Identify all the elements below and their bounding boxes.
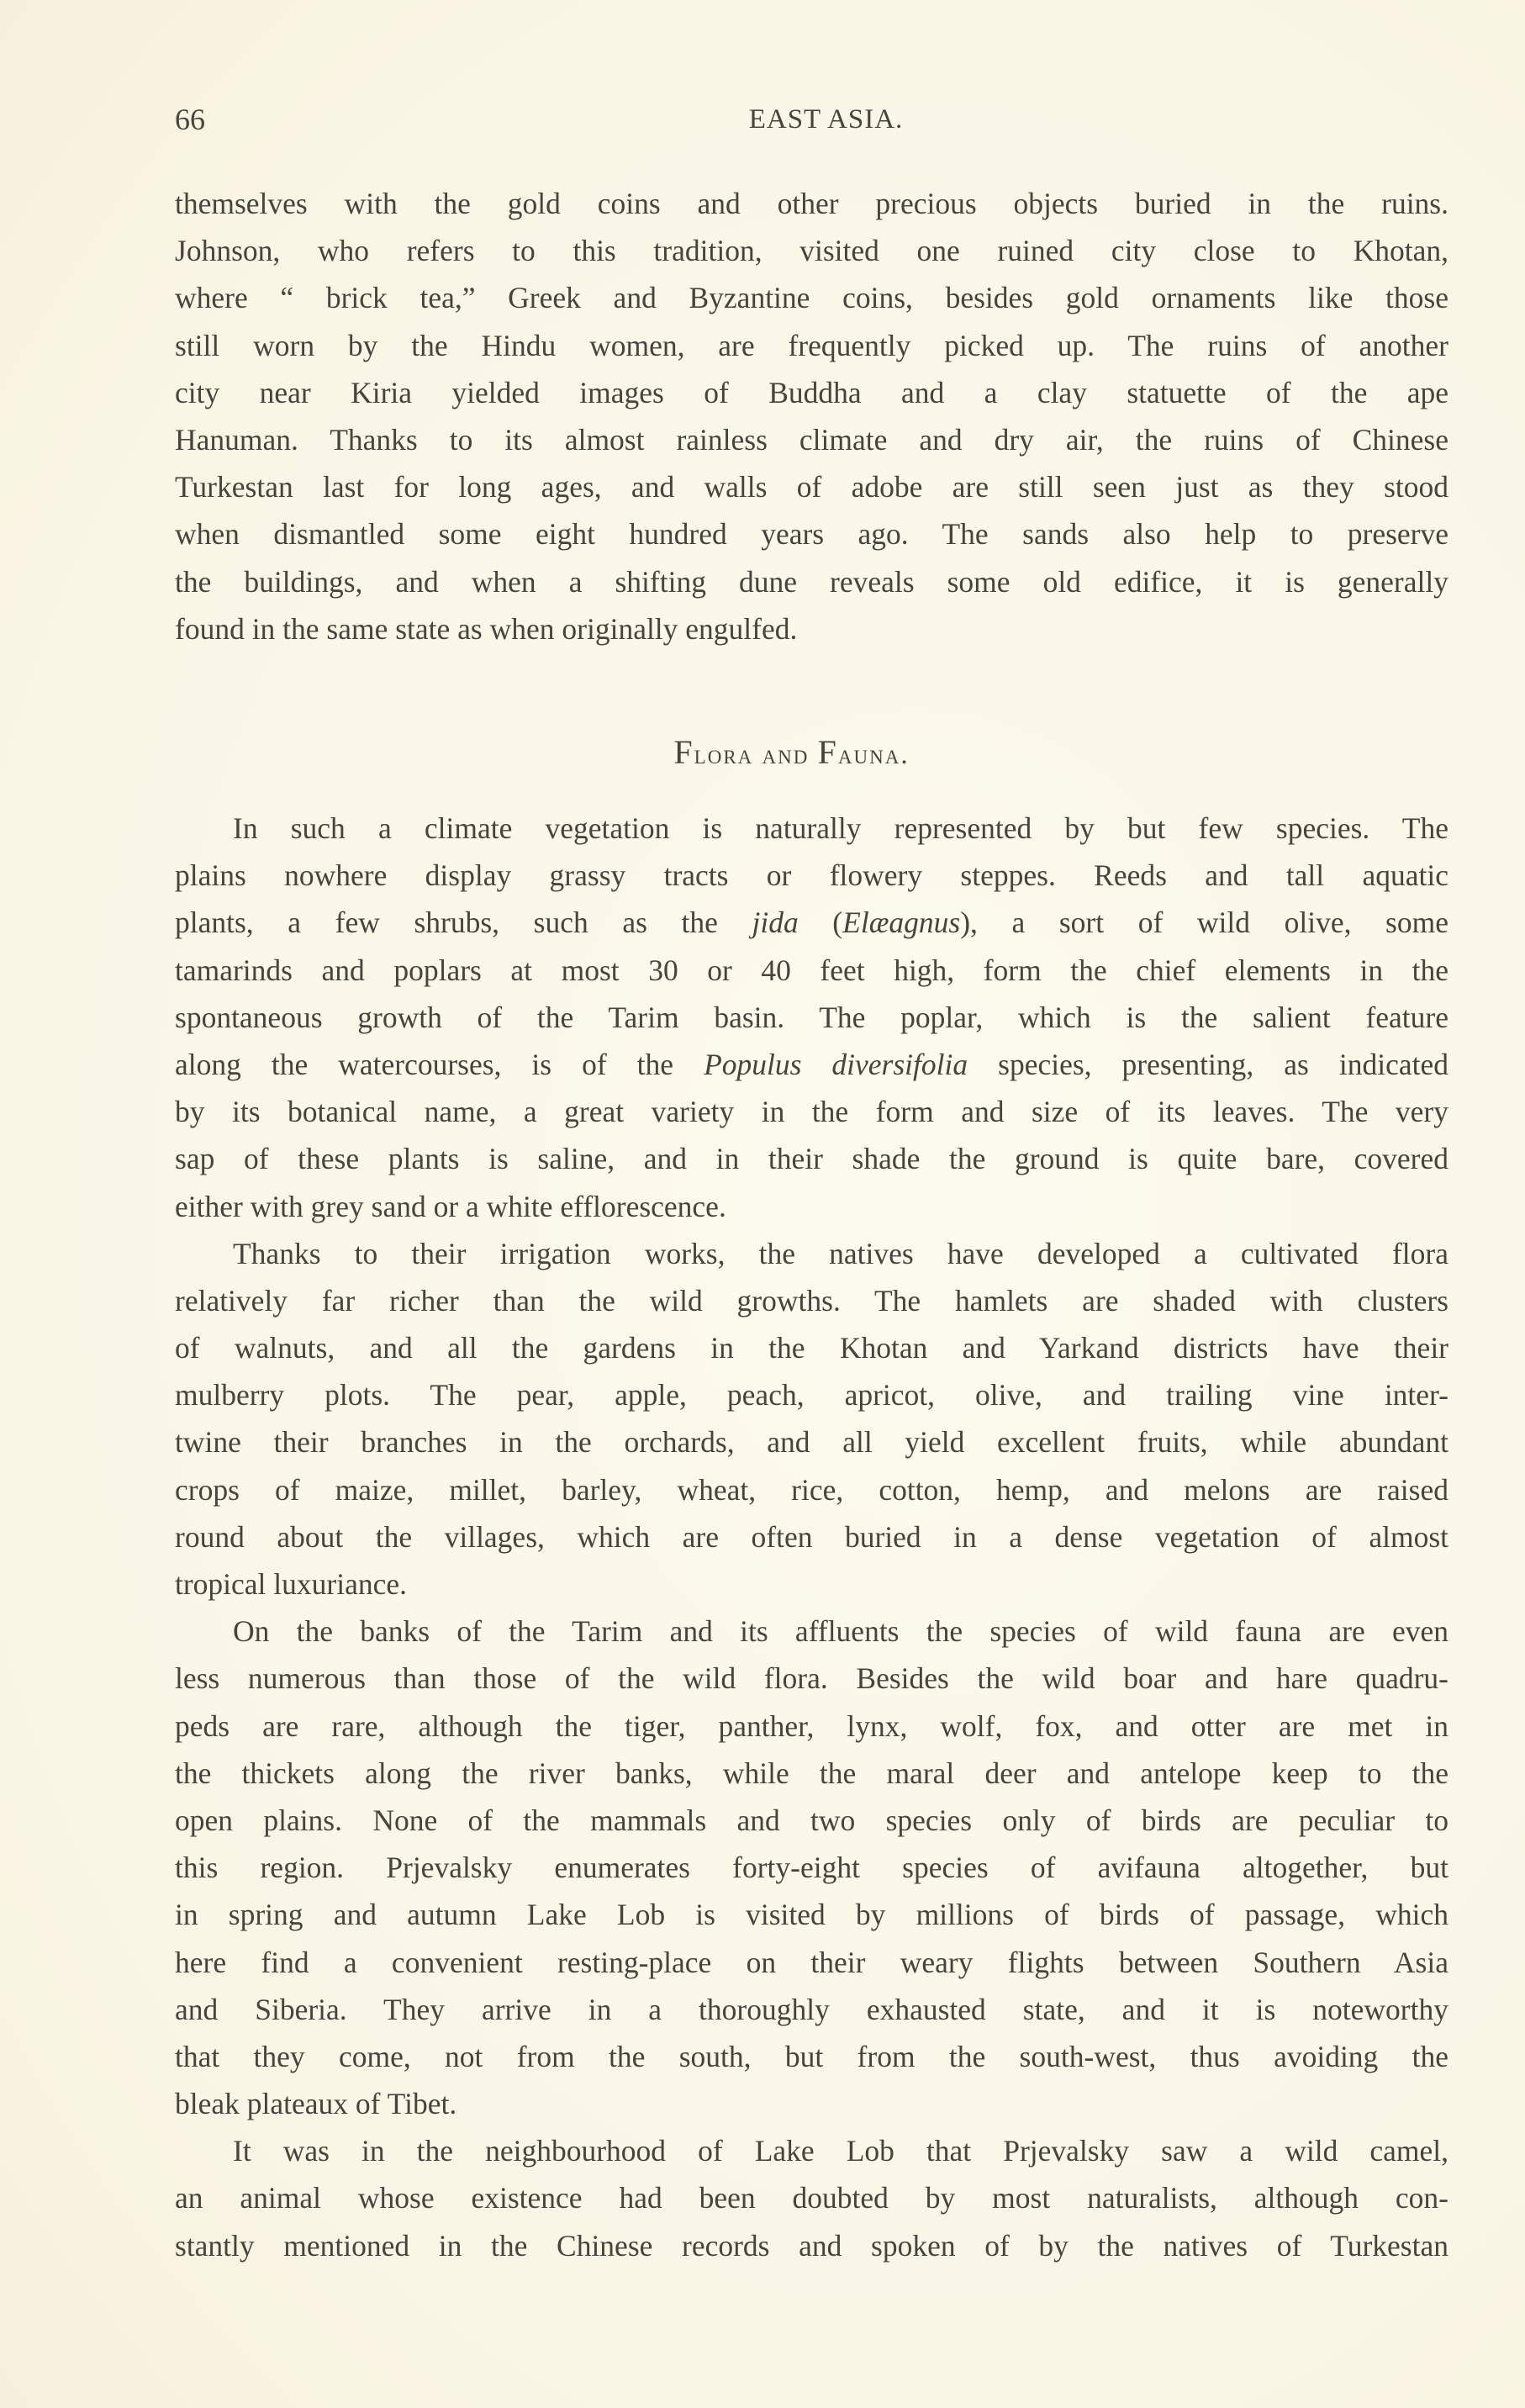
text-line-content: sap of these plants is saline, and in their shade the ground is quite bare, covered — [175, 1142, 1448, 1176]
text-line-content: peds are rare, although the tiger, panther, lynx, wolf, fox, and otter are met in — [175, 1708, 1448, 1743]
running-head — [175, 101, 1448, 138]
running-title: EAST ASIA. — [748, 104, 904, 135]
text-line-content: In such a climate vegetation is naturally represented by but few species. The — [233, 811, 1448, 845]
text-line-content: the buildings, and when a shifting dune reveals some old edifice, it is generally — [175, 564, 1448, 599]
text-line — [175, 1655, 1448, 1702]
text-line — [175, 2080, 1448, 2127]
text-line — [175, 558, 1448, 605]
text-line — [175, 369, 1448, 416]
text-line — [175, 1939, 1448, 1986]
text-line-content: an animal whose existence had been doubted by most naturalists, although con- — [175, 2181, 1448, 2215]
text-line — [175, 1088, 1448, 1135]
text-line-content: open plains. None of the mammals and two species only of birds are peculiar to — [175, 1803, 1448, 1837]
text-line — [175, 1183, 1448, 1230]
section-heading — [155, 731, 1428, 776]
heading-word: Flora — [673, 733, 754, 771]
text-line-content: and Siberia. They arrive in a thoroughly exhausted state, and it is noteworthy — [175, 1992, 1448, 2026]
text-line — [175, 1750, 1448, 1797]
text-line — [175, 605, 1448, 652]
text-line-content: mulberry plots. The pear, apple, peach, apricot, olive, and trailing vine inter- — [175, 1378, 1448, 1413]
text-line — [175, 180, 1448, 227]
text-line — [175, 1986, 1448, 2033]
text-line — [175, 1324, 1448, 1371]
text-line-content: plains nowhere display grassy tracts or flowery steppes. Reeds and tall aquatic — [175, 858, 1448, 893]
text-line — [175, 2174, 1448, 2221]
text-line — [175, 322, 1448, 369]
text-line — [175, 416, 1448, 463]
text-line — [175, 2127, 1448, 2174]
text-line — [175, 227, 1448, 274]
text-line-content: round about the villages, which are often buried in a dense vegetation of almost — [175, 1519, 1448, 1554]
heading-word: and — [762, 740, 810, 770]
text-line — [175, 1135, 1448, 1182]
text-line — [175, 1608, 1448, 1655]
text-line-content: found in the same state as when originally engulfed. — [175, 611, 798, 646]
text-line — [175, 1844, 1448, 1891]
text-line — [175, 1277, 1448, 1324]
text-line-content: here find a convenient resting-place on their weary flights between Southern Asia — [175, 1945, 1448, 1979]
text-line-content: tropical luxuriance. — [175, 1567, 407, 1601]
text-line-content: tamarinds and poplars at most 30 or 40 feet high, form the chief elements in the — [175, 953, 1448, 987]
text-line — [175, 1560, 1448, 1608]
page-number: 66 — [175, 103, 205, 136]
text-line-content: It was in the neighbourhood of Lake Lob that Prjevalsky saw a wild camel, — [233, 2134, 1448, 2168]
text-line-content: in spring and autumn Lake Lob is visited by millions of birds of passage, which — [175, 1898, 1448, 1932]
text-line-content: Hanuman. Thanks to its almost rainless climate and dry air, the ruins of Chinese — [175, 422, 1448, 457]
text-line — [175, 274, 1448, 321]
text-line — [175, 1041, 1448, 1088]
text-line — [175, 994, 1448, 1041]
text-line — [175, 899, 1448, 946]
text-line-content: Thanks to their irrigation works, the natives have developed a cultivated flora — [233, 1236, 1448, 1270]
text-line-content: crops of maize, millet, barley, wheat, rice, cotton, hemp, and melons are raised — [175, 1472, 1448, 1507]
text-line — [175, 2033, 1448, 2080]
text-line — [175, 1230, 1448, 1277]
text-line-content: plants, a few shrubs, such as the jida (Elæagnus), a sort of wild olive, some — [175, 906, 1448, 940]
text-line-content: twine their branches in the orchards, and all yield excellent fruits, while abundant — [175, 1425, 1448, 1460]
text-line — [175, 510, 1448, 557]
text-line-content: Turkestan last for long ages, and walls of adobe are still seen just as they stood — [175, 470, 1448, 504]
text-line-content: less numerous than those of the wild flora. Besides the wild boar and hare quadru- — [175, 1661, 1448, 1696]
italic-term: Elæagnus — [842, 906, 961, 940]
text-line-content: this region. Prjevalsky enumerates forty-eight species of avifauna altogether, but — [175, 1851, 1448, 1885]
text-line-content: city near Kiria yielded images of Buddha and a clay statuette of the ape — [175, 375, 1448, 409]
paragraph-continued — [175, 180, 1448, 652]
text-line — [175, 1513, 1448, 1560]
text-line — [175, 463, 1448, 510]
italic-term: jida — [752, 906, 799, 940]
text-line-content: spontaneous growth of the Tarim basin. The poplar, which is the salient feature — [175, 1000, 1448, 1034]
text-line-content: that they come, not from the south, but from the south-west, thus avoiding the — [175, 2039, 1448, 2073]
text-line-content: either with grey sand or a white efflorescence. — [175, 1189, 726, 1223]
text-line-content: Johnson, who refers to this tradition, visited one ruined city close to Khotan, — [175, 234, 1448, 268]
section-body — [175, 805, 1448, 2269]
text-line-content: where “ brick tea,” Greek and Byzantine coins, besides gold ornaments like those — [175, 281, 1448, 315]
text-line-content: by its botanical name, a great variety in the form and size of its leaves. The very — [175, 1095, 1448, 1129]
text-line — [175, 947, 1448, 994]
text-line — [175, 1703, 1448, 1750]
text-line — [175, 1371, 1448, 1418]
text-line-content: bleak plateaux of Tibet. — [175, 2087, 457, 2121]
text-line-content: stantly mentioned in the Chinese records and spoken of by the natives of Turkestan — [175, 2228, 1448, 2263]
text-line-content: the thickets along the river banks, while the maral deer and antelope keep to the — [175, 1756, 1448, 1790]
text-line — [175, 1418, 1448, 1465]
text-line-content: along the watercourses, is of the Populus diversifolia species, presenting, as indicated — [175, 1047, 1448, 1081]
text-line — [175, 1466, 1448, 1513]
text-line — [175, 852, 1448, 899]
text-line-content: relatively far richer than the wild growths. The hamlets are shaded with clusters — [175, 1283, 1448, 1318]
text-line — [175, 1891, 1448, 1938]
text-line-content: still worn by the Hindu women, are frequently picked up. The ruins of another — [175, 328, 1448, 362]
text-line-content: when dismantled some eight hundred years ago. The sands also help to preserve — [175, 517, 1448, 552]
text-line-content: On the banks of the Tarim and its affluents the species of wild fauna are even — [233, 1614, 1448, 1649]
italic-term: Populus diversifolia — [704, 1047, 968, 1081]
text-line — [175, 805, 1448, 852]
text-line-content: of walnuts, and all the gardens in the Khotan and Yarkand districts have their — [175, 1331, 1448, 1365]
text-line-content: themselves with the gold coins and other precious objects buried in the ruins. — [175, 187, 1448, 220]
text-line — [175, 2222, 1448, 2269]
heading-word: Fauna. — [817, 733, 910, 771]
text-line — [175, 1797, 1448, 1844]
